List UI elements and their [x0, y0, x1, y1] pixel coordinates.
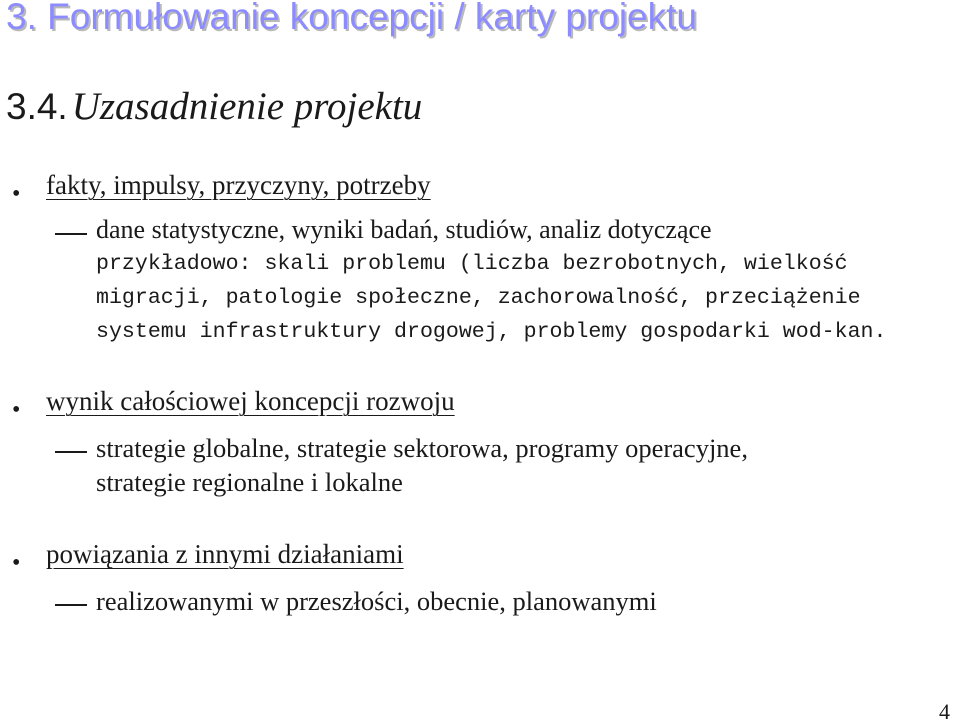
section-number: 3.4.	[6, 86, 68, 127]
bullet-icon: •	[12, 550, 21, 576]
bullet-text: powiązania z innymi działaniami	[46, 539, 404, 569]
section-heading	[6, 84, 422, 129]
bullet-text: fakty, impulsy, przyczyny, potrzeby	[46, 170, 431, 200]
dash-icon	[55, 451, 87, 453]
sub-item-line: realizowanymi w przeszłości, obecnie, planowanymi	[96, 586, 657, 616]
slide-title: 3. Formułowanie koncepcji / karty projektu	[6, 0, 697, 37]
section-title: Uzasadnienie projektu	[71, 85, 423, 128]
bullet-item	[46, 170, 431, 201]
dash-icon	[55, 233, 87, 235]
page-number: 4	[939, 699, 950, 724]
sub-item-line: systemu infrastruktury drogowej, problemy gospodarki wod-kan.	[96, 320, 887, 344]
bullet-icon: •	[12, 181, 21, 207]
sub-item-line: strategie regionalne i lokalne	[96, 467, 403, 497]
dash-icon	[55, 604, 87, 606]
sub-item-line: migracji, patologie społeczne, zachorowalność, przeciążenie	[96, 286, 861, 310]
sub-item-line: strategie globalne, strategie sektorowa, programy operacyjne,	[96, 433, 748, 463]
bullet-icon: •	[12, 397, 21, 423]
bullet-text: wynik całościowej koncepcji rozwoju	[46, 386, 455, 416]
sub-item-line: dane statystyczne, wyniki badań, studiów, analiz dotyczące	[96, 215, 712, 244]
bullet-item	[46, 386, 455, 417]
bullet-item	[46, 539, 404, 570]
sub-item-line: przykładowo: skali problemu (liczba bezrobotnych, wielkość	[96, 252, 848, 276]
